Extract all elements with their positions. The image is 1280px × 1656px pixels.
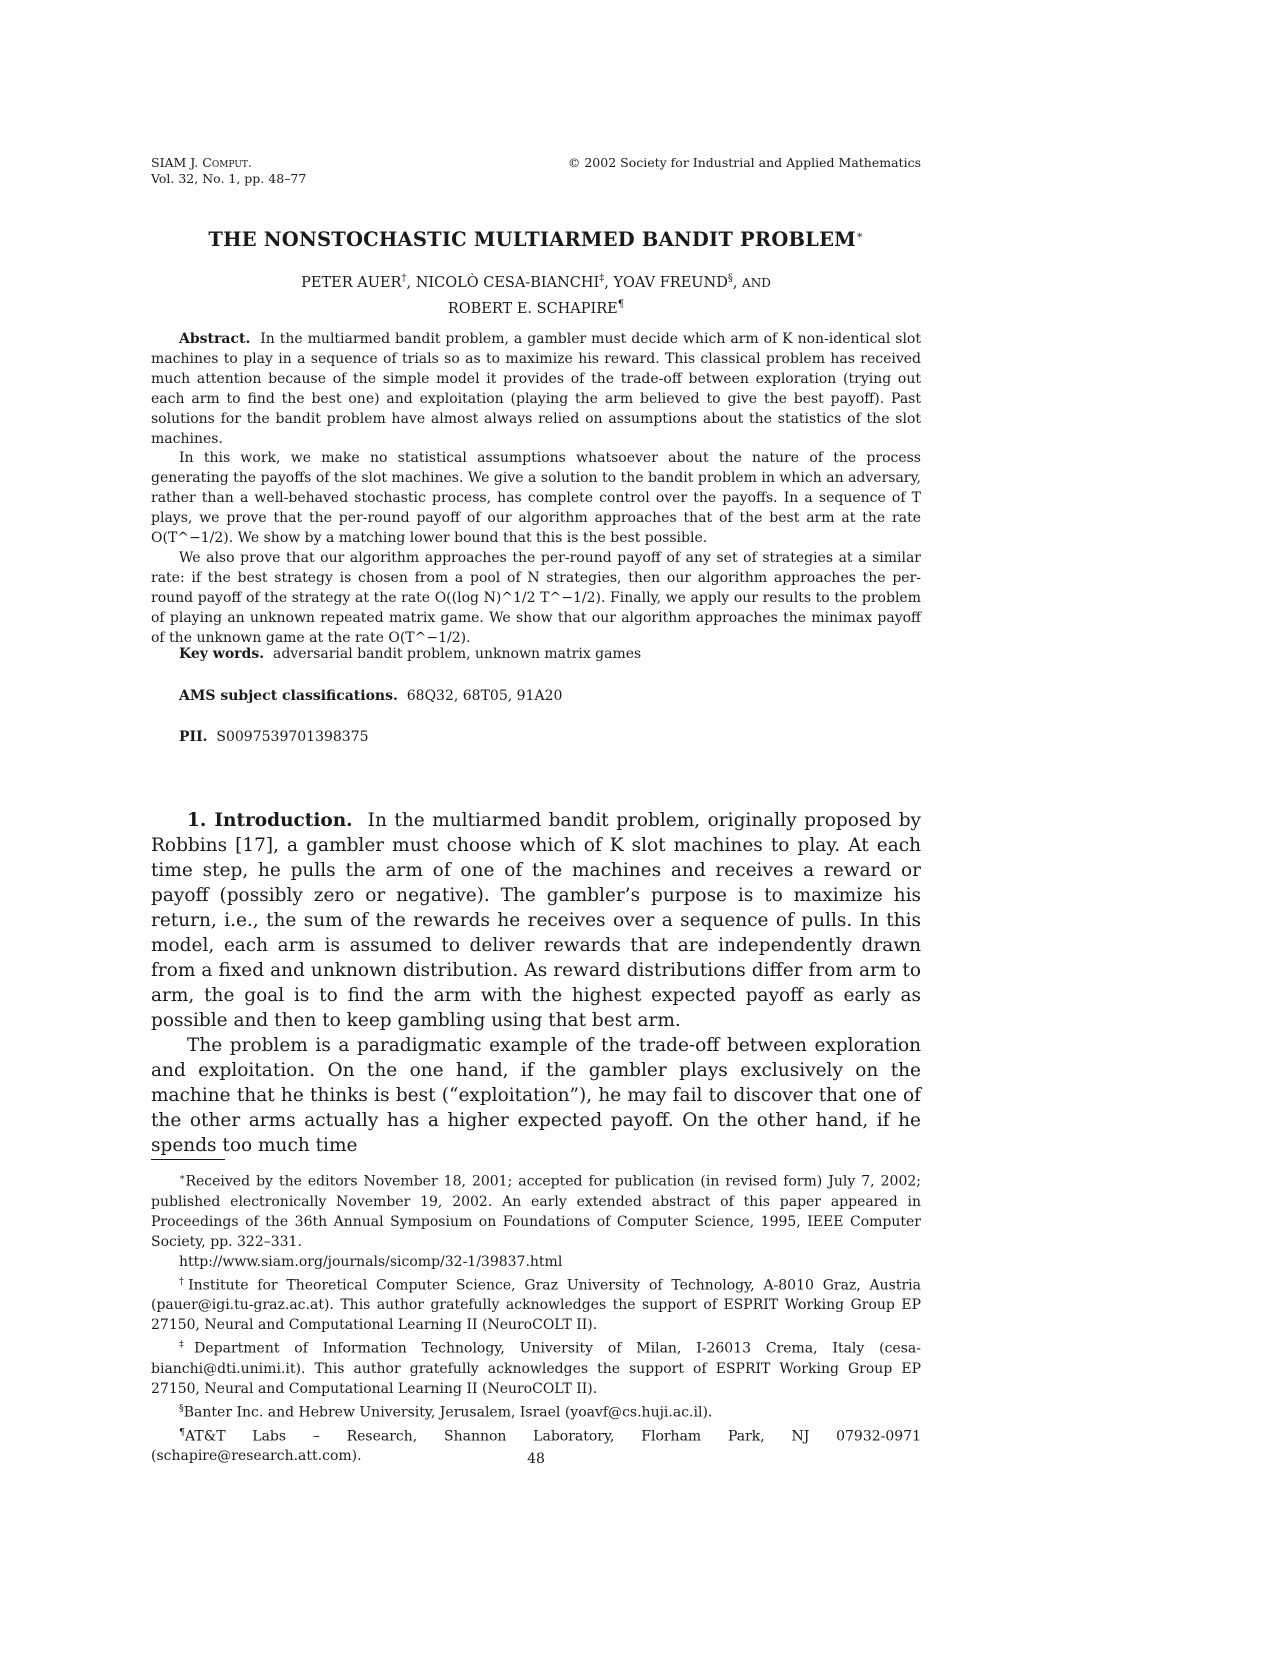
author-and: AND: [742, 275, 771, 290]
author-list: [151, 268, 921, 320]
author-freund: YOAV FREUND: [613, 274, 728, 291]
copyright-notice: © 2002 Society for Industrial and Applied Mathematics: [567, 155, 921, 170]
footnote-url[interactable]: http://www.siam.org/journals/sicomp/32-1/39837.html: [179, 1253, 563, 1270]
author-cesa-bianchi: NICOLÒ CESA-BIANCHI: [415, 274, 600, 291]
footnote-mark: ∗: [179, 1172, 186, 1183]
footnote: [151, 1272, 921, 1336]
footnote: [151, 1168, 921, 1252]
pii: [179, 729, 369, 745]
author-auer: PETER AUER: [301, 274, 402, 291]
abstract-paragraph: In this work, we make no statistical assumptions whatsoever about the nature of the process generating the payoffs of the slot machines. We give a solution to the bandit problem in which an adversary, rather than a well-behaved stochastic process, has complete control over the payoffs. In a sequence of T plays, we prove that the per-round payoff of our algorithm approaches that of the best arm at the rate O(T^−1/2). We show by a matching lower bound that this is the best possible.: [151, 450, 921, 547]
footnote: [151, 1335, 921, 1399]
footnote-rule: [151, 1159, 225, 1160]
keywords-label: Key words.: [179, 646, 265, 662]
author-mark: §: [727, 273, 733, 284]
body-paragraph: [151, 808, 921, 1033]
footnote-mark: ¶: [179, 1426, 186, 1438]
keywords-value: adversarial bandit problem, unknown matrix games: [273, 646, 642, 662]
footnote: [151, 1399, 921, 1423]
body-paragraph: The problem is a paradigmatic example of the trade-off between exploration and exploitation. On the one hand, if the gambler plays exclusively on the machine that he thinks is best (“exploitation”), he may fail to discover that one of the other arms actually has a higher expected payoff. On the other hand, if he spends too much time: [151, 1035, 921, 1156]
pii-value: S0097539701398375: [216, 729, 369, 745]
author-mark: ¶: [617, 298, 625, 310]
pii-label: PII.: [179, 729, 208, 745]
section-heading: 1. Introduction.: [187, 810, 353, 831]
author-mark: ‡: [599, 273, 605, 284]
journal-name: SIAM J. Comput.: [151, 155, 252, 170]
page-number: 48: [527, 1451, 545, 1467]
abstract-text: In the multiarmed bandit problem, a gambler must decide which arm of K non-identical slot machines to play in a sequence of trials so as to maximize his reward. This classical problem has received much attention because of the simple model it provides of the trade-off between exploration (trying out each arm to find the best one) and exploitation (playing the arm believed to give the best payoff). Past solutions for the bandit problem have almost always relied on assumptions about the statistics of the slot machines.: [151, 331, 921, 447]
keywords: [179, 646, 641, 662]
author-line-1: PETER AUER†, NICOLÒ CESA-BIANCHI‡, YOAV FREUND§, AND: [301, 273, 771, 291]
footnote-text: AT&T Labs – Research, Shannon Laboratory, Florham Park, NJ 07932-0971 (schapire@research.att.com).: [151, 1428, 921, 1465]
author-mark: †: [401, 273, 407, 284]
footnote-text: Institute for Theoretical Computer Science, Graz University of Technology, A-8010 Graz, Austria (pauer@igi.tu-graz.ac.at). This author gratefully acknowledges the support of ESPRIT Working Group EP 27150, Neural and Computational Learning II (NeuroCOLT II).: [151, 1277, 921, 1334]
footnote-mark: ‡: [179, 1339, 195, 1351]
title-text: THE NONSTOCHASTIC MULTIARMED BANDIT PROBLEM: [208, 228, 856, 251]
footnote-text: Received by the editors November 18, 2001; accepted for publication (in revised form) July 7, 2002; published electronically November 19, 2002. An early extended abstract of this paper appeared in Proceedings of the 36th Annual Symposium on Foundations of Computer Science, 1995, IEEE Computer Society, pp. 322–331.: [151, 1173, 921, 1250]
abstract-paragraph: We also prove that our algorithm approaches the per-round payoff of any set of strategies at a similar rate: if the best strategy is chosen from a pool of N strategies, then our algorithm approaches the per-round payoff of the strategy at the rate O((log N)^1/2 T^−1/2). Finally, we apply our results to the problem of playing an unknown repeated matrix game. We show that our algorithm approaches the minimax payoff of the unknown game at the rate O(T^−1/2).: [151, 549, 921, 646]
footnotes: [151, 1168, 921, 1466]
abstract: [151, 330, 921, 649]
footnote-text: Department of Information Technology, University of Milan, I-26013 Crema, Italy (cesa-bianchi@dti.unimi.it). This author gratefully acknowledges the support of ESPRIT Working Group EP 27150, Neural and Computational Learning II (NeuroCOLT II).: [151, 1340, 922, 1397]
paper-title: [151, 228, 921, 251]
ams-classifications: [179, 688, 562, 704]
author-schapire: ROBERT E. SCHAPIRE: [447, 300, 618, 317]
abstract-paragraph: [151, 330, 921, 449]
journal-info: [151, 155, 306, 187]
body-text: In the multiarmed bandit problem, originally proposed by Robbins [17], a gambler must choose which of K slot machines to play. At each time step, he pulls the arm of one of the machines and receives a reward or payoff (possibly zero or negative). The gambler’s purpose is to maximize his return, i.e., the sum of the rewards he receives over a sequence of pulls. In this model, each arm is assumed to deliver rewards that are independently drawn from a fixed and unknown distribution. As reward distributions differ from arm to arm, the goal is to find the arm with the highest expected payoff as early as possible and then to keep gambling using that best arm.: [151, 810, 921, 1031]
ams-label: AMS subject classifications.: [179, 688, 398, 704]
introduction-section: [151, 808, 921, 1158]
footnote-text: Banter Inc. and Hebrew University, Jerusalem, Israel (yoavf@cs.huji.ac.il).: [183, 1404, 713, 1421]
journal-volume: Vol. 32, No. 1, pp. 48–77: [151, 171, 307, 186]
author-line-2: [151, 294, 921, 320]
footnote-mark: †: [179, 1275, 189, 1287]
footnote-mark: §: [179, 1402, 184, 1414]
abstract-label: Abstract.: [179, 331, 251, 347]
ams-value: 68Q32, 68T05, 91A20: [406, 688, 563, 704]
title-footnote-mark: ∗: [855, 228, 864, 242]
